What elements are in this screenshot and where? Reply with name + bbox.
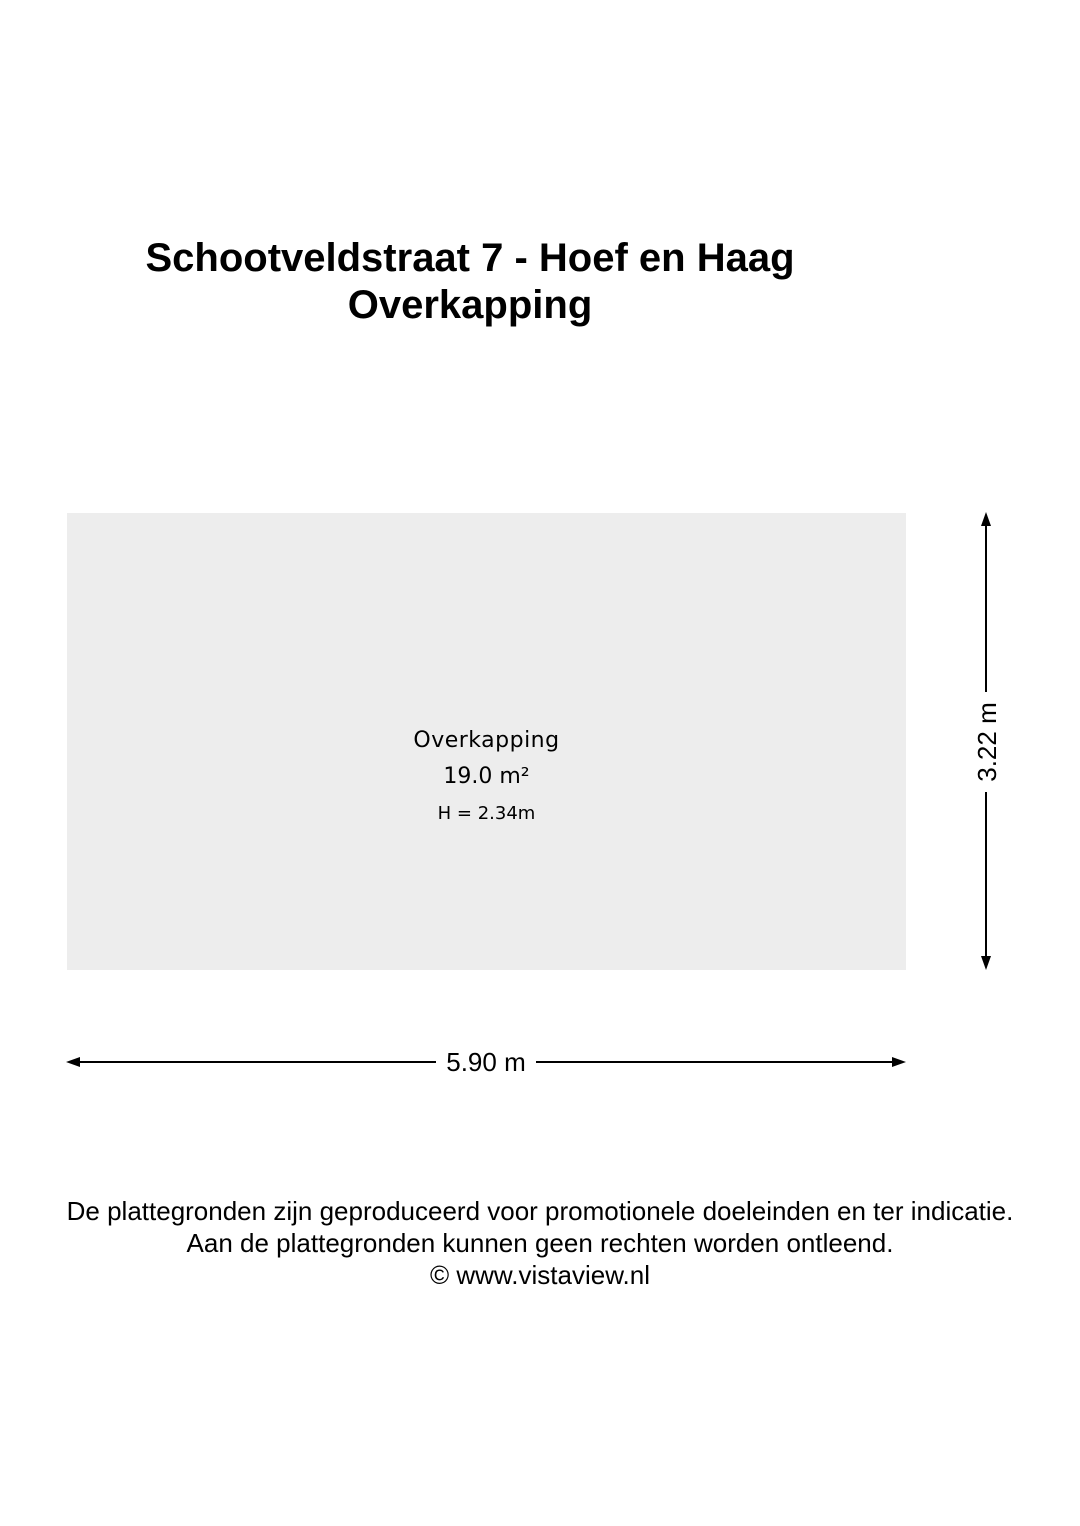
room-name: Overkapping: [413, 728, 560, 753]
room-area: 19.0 m²: [443, 764, 530, 789]
height-arrow-up-icon: [981, 512, 991, 526]
plan-title: Schootveldstraat 7 - Hoef en Haag: [145, 236, 795, 280]
width-dimension-label: 5.90 m: [436, 1047, 536, 1077]
plan-subtitle: Overkapping: [347, 283, 593, 327]
height-arrow-down-icon: [981, 956, 991, 970]
width-arrow-right-icon: [892, 1057, 906, 1067]
disclaimer-line-1: De plattegronden zijn geproduceerd voor promotionele doeleinden en ter indicatie.: [66, 1196, 1014, 1226]
copyright-notice: © www.vistaview.nl: [430, 1260, 650, 1290]
height-dimension-label: 3.22 m: [972, 692, 1002, 792]
width-arrow-left-icon: [66, 1057, 80, 1067]
disclaimer-line-2: Aan de plattegronden kunnen geen rechten worden ontleend.: [186, 1228, 894, 1258]
room-height: H = 2.34m: [437, 803, 536, 824]
